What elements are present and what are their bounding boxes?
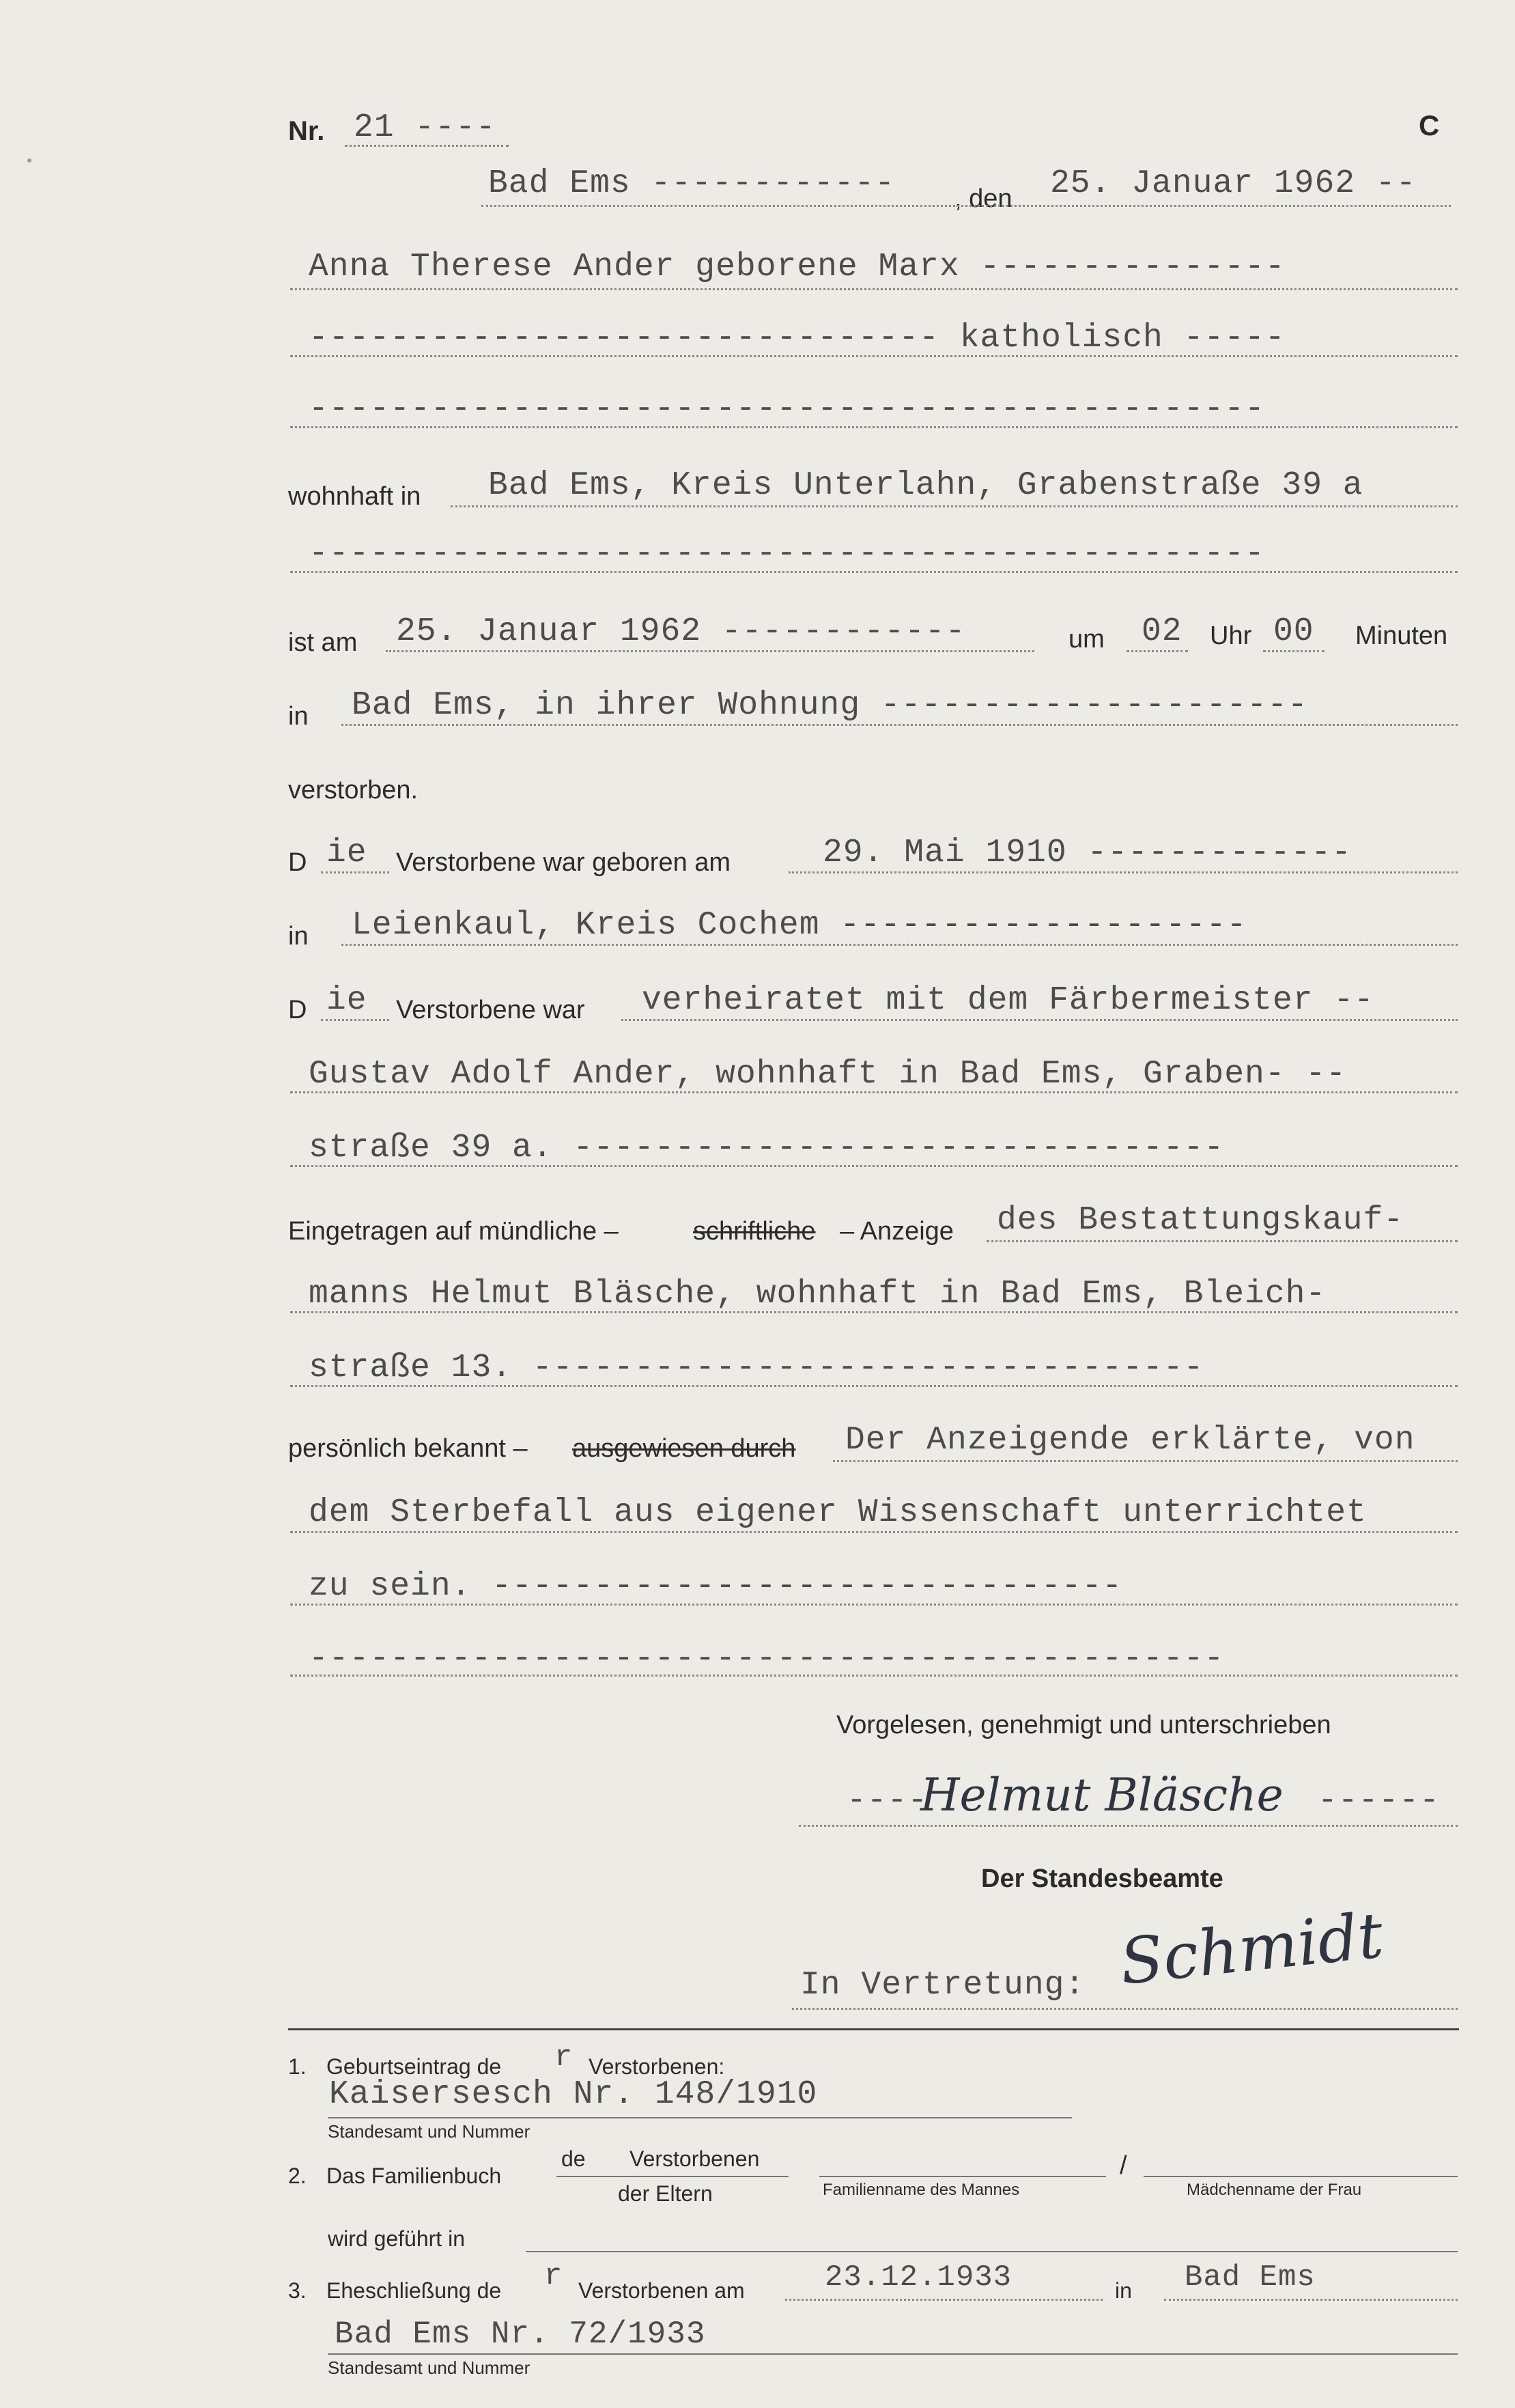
item3-place: Bad Ems [1185, 2260, 1316, 2295]
header-place: Bad Ems ------------ [488, 165, 896, 202]
report-line4: Der Anzeigende erklärte, von [845, 1422, 1415, 1459]
item1-value: Kaisersesch Nr. 148/1910 [329, 2076, 818, 2113]
schriftliche-struck: schriftliche [693, 1217, 816, 1246]
verstorben-label: verstorben. [288, 776, 419, 804]
item2-slash: / [1120, 2151, 1127, 2180]
standesbeamte-label: Der Standesbeamte [981, 1864, 1223, 1893]
item1-label2: Verstorbenen: [589, 2054, 725, 2079]
marriage-d-label: D [288, 996, 307, 1024]
death-date: 25. Januar 1962 ------------ [396, 613, 966, 650]
death-minutes: 00 [1273, 613, 1314, 650]
nr-label: Nr. [288, 116, 325, 146]
item2-verstorbenen: Verstorbenen [629, 2146, 760, 2171]
birth-ie: ie [326, 835, 367, 871]
birth-place: Leienkaul, Kreis Cochem -------------------- [352, 907, 1247, 944]
report-line2: manns Helmut Bläsche, wohnhaft in Bad Ems, Bleich- [309, 1276, 1327, 1313]
residence-value: Bad Ems, Kreis Unterlahn, Grabenstraße 39 a [488, 467, 1363, 504]
report-line1: des Bestattungskauf- [997, 1202, 1404, 1239]
anzeige-label: – Anzeige [840, 1217, 954, 1246]
item1-label: Geburtseintrag de [326, 2054, 502, 2079]
item2-number: 2. [288, 2164, 307, 2188]
report-line3: straße 13. --------------------------------- [309, 1349, 1204, 1386]
item3-date: 23.12.1933 [825, 2260, 1013, 2295]
um-label: um [1068, 625, 1105, 654]
item2-caption-wife: Mädchenname der Frau [1187, 2181, 1362, 2199]
birth-date: 29. Mai 1910 ------------- [823, 835, 1352, 871]
marriage-ie: ie [326, 982, 367, 1019]
informant-signature: Helmut Bläsche [920, 1769, 1284, 1821]
official-signature: Schmidt [1116, 1899, 1387, 1999]
item3-value: Bad Ems Nr. 72/1933 [335, 2316, 706, 2352]
vorgelesen-text: Vorgelesen, genehmigt und unterschrieben [836, 1711, 1331, 1739]
item2-eltern: der Eltern [618, 2181, 713, 2206]
item3-r: r [544, 2259, 563, 2293]
item2-wird-gefuehrt: wird geführt in [328, 2226, 465, 2251]
report-line5: dem Sterbefall aus eigener Wissenschaft unterrichtet [309, 1494, 1367, 1531]
death-hour: 02 [1142, 613, 1183, 650]
signature-dash-left: ---- [847, 1782, 929, 1819]
marriage-line2: Gustav Adolf Ander, wohnhaft in Bad Ems, Graben- -- [309, 1056, 1347, 1093]
death-place: Bad Ems, in ihrer Wohnung --------------------- [352, 687, 1308, 724]
report-line7: --------------------------------------------- [309, 1640, 1225, 1677]
birth-label: Verstorbene war geboren am [396, 848, 731, 877]
birth-d-label: D [288, 848, 307, 877]
marriage-label: Verstorbene war [396, 996, 585, 1024]
marriage-line3: straße 39 a. -------------------------------- [309, 1130, 1225, 1166]
vertretung-label: In Vertretung: [800, 1967, 1086, 2004]
margin-mark [27, 158, 31, 163]
ausgewiesen-struck: ausgewiesen durch [572, 1434, 796, 1463]
item3-label2: Verstorbenen am [578, 2278, 745, 2303]
item1-r: r [554, 2041, 574, 2075]
item3-label: Eheschließung de [326, 2278, 502, 2303]
residence-blank-line: ----------------------------------------------- [309, 535, 1265, 572]
eingetragen-label: Eingetragen auf mündliche – [288, 1217, 619, 1246]
item2-caption-husband: Familienname des Mannes [823, 2181, 1020, 2199]
item2-label: Das Familienbuch [326, 2164, 502, 2188]
nr-value: 21 ---- [354, 109, 496, 146]
uhr-label: Uhr [1210, 621, 1252, 650]
item3-caption: Standesamt und Nummer [328, 2357, 530, 2378]
item3-in: in [1115, 2278, 1132, 2303]
item1-number: 1. [288, 2054, 307, 2079]
header-den: , den [954, 184, 1013, 213]
death-in-label: in [288, 702, 309, 731]
item3-number: 3. [288, 2278, 307, 2303]
blank-line: ----------------------------------------------- [309, 391, 1265, 428]
signature-dash-right: ------ [1318, 1782, 1440, 1819]
item2-de: de [561, 2146, 586, 2171]
name-line: Anna Therese Ander geborene Marx --------------- [309, 249, 1286, 285]
minuten-label: Minuten [1355, 621, 1448, 650]
report-line6: zu sein. ------------------------------- [309, 1568, 1123, 1605]
residence-label: wohnhaft in [288, 482, 421, 511]
item1-caption: Standesamt und Nummer [328, 2121, 530, 2142]
ist-am-label: ist am [288, 628, 358, 657]
religion-line: ------------------------------- katholisch ----- [309, 320, 1286, 356]
section-letter: C [1419, 109, 1440, 141]
header-date: 25. Januar 1962 -- [1050, 165, 1417, 202]
bekannt-label: persönlich bekannt – [288, 1434, 528, 1463]
birth-in-label: in [288, 922, 309, 951]
marriage-line1: verheiratet mit dem Färbermeister -- [642, 982, 1374, 1019]
